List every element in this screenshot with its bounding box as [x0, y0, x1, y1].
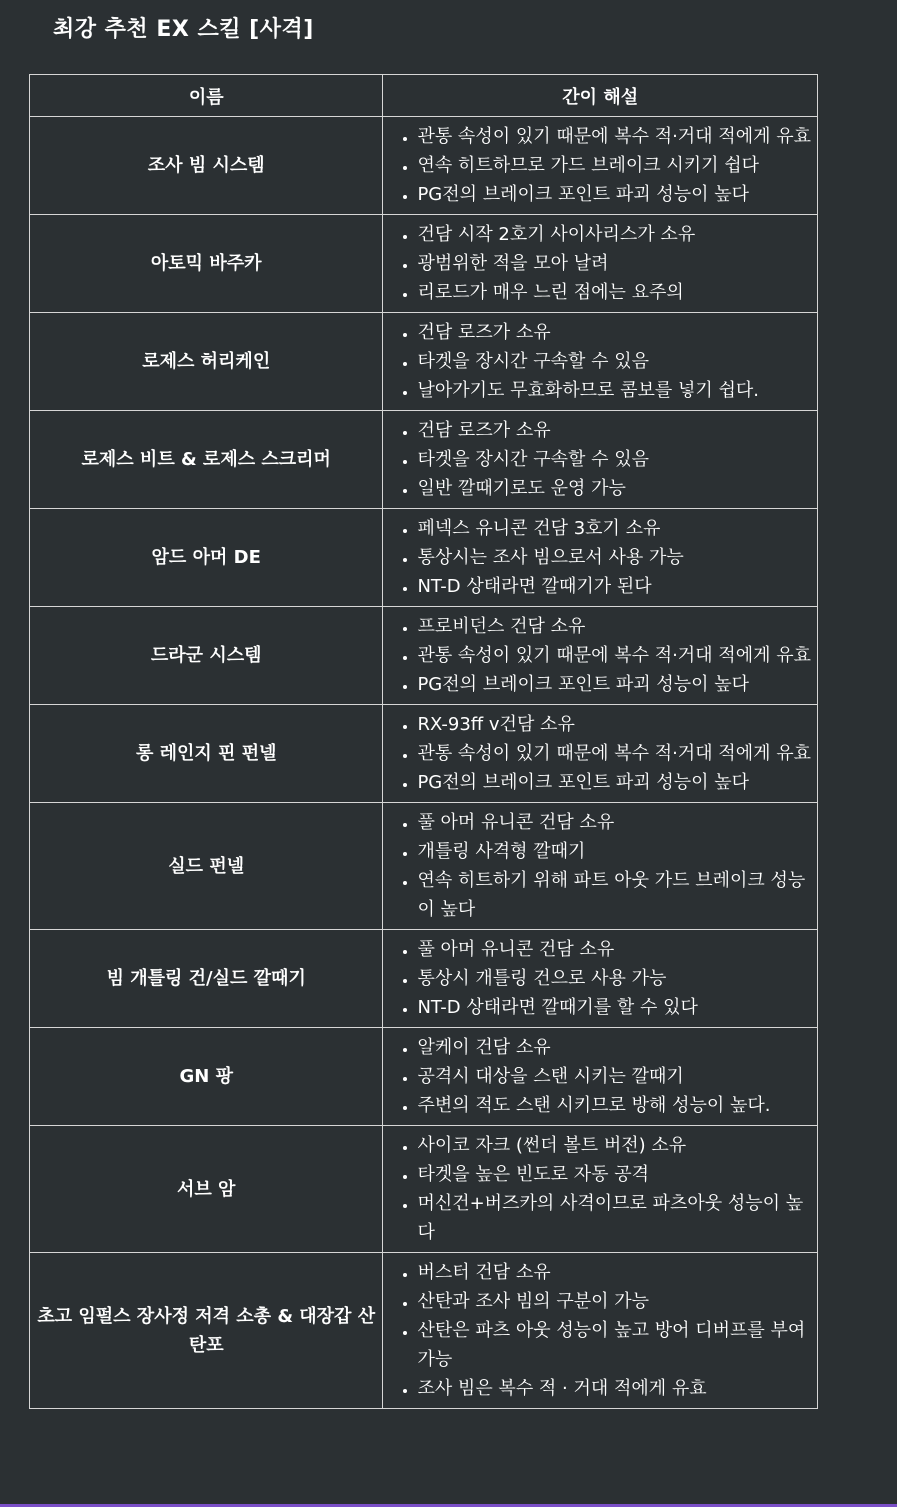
table-row — [30, 411, 818, 509]
table-row — [30, 117, 818, 215]
description-list — [393, 1131, 813, 1247]
skill-description — [383, 1253, 818, 1409]
list-item: • 광범위한 적을 모아 날려 — [417, 249, 813, 278]
skill-name: GN 팡 — [30, 1028, 383, 1126]
description-list — [393, 318, 813, 405]
list-item: • 머신건+버즈카의 사격이므로 파츠아웃 성능이 높다 — [417, 1189, 813, 1247]
skill-name: 서브 암 — [30, 1126, 383, 1253]
table-header-row — [30, 75, 818, 117]
list-item: • 산탄과 조사 빔의 구분이 가능 — [417, 1287, 813, 1316]
page-title: 최강 추천 EX 스킬 [사격] — [53, 17, 314, 42]
list-item: • 건담 시작 2호기 사이사리스가 소유 — [417, 220, 813, 249]
list-item: • 통상시는 조사 빔으로서 사용 가능 — [417, 543, 813, 572]
skill-description — [383, 1028, 818, 1126]
list-item: • PG전의 브레이크 포인트 파괴 성능이 높다 — [417, 180, 813, 209]
list-item: • 건담 로즈가 소유 — [417, 416, 813, 445]
skill-description — [383, 705, 818, 803]
skill-name: 조사 빔 시스템 — [30, 117, 383, 215]
list-item: • 타겟을 장시간 구속할 수 있음 — [417, 445, 813, 474]
list-item: • 프로비던스 건담 소유 — [417, 612, 813, 641]
skill-name: 빔 개틀링 건/실드 깔때기 — [30, 930, 383, 1028]
skill-name: 아토믹 바주카 — [30, 215, 383, 313]
list-item: • NT-D 상태라면 깔때기를 할 수 있다 — [417, 993, 813, 1022]
skill-description — [383, 803, 818, 930]
list-item: • 관통 속성이 있기 때문에 복수 적·거대 적에게 유효 — [417, 739, 813, 768]
list-item: • 타겟을 높은 빈도로 자동 공격 — [417, 1160, 813, 1189]
skill-description — [383, 607, 818, 705]
description-list — [393, 710, 813, 797]
description-list — [393, 1258, 813, 1403]
table-row — [30, 1253, 818, 1409]
list-item: • 개틀링 사격형 깔때기 — [417, 837, 813, 866]
skill-description — [383, 215, 818, 313]
description-list — [393, 514, 813, 601]
description-list — [393, 935, 813, 1022]
list-item: • 알케이 건담 소유 — [417, 1033, 813, 1062]
table-row — [30, 930, 818, 1028]
list-item: • 타겟을 장시간 구속할 수 있음 — [417, 347, 813, 376]
skill-name: 롱 레인지 핀 펀넬 — [30, 705, 383, 803]
list-item: • NT-D 상태라면 깔때기가 된다 — [417, 572, 813, 601]
description-list — [393, 1033, 813, 1120]
list-item: • 건담 로즈가 소유 — [417, 318, 813, 347]
skill-table — [29, 74, 818, 1409]
list-item: • PG전의 브레이크 포인트 파괴 성능이 높다 — [417, 670, 813, 699]
list-item: • PG전의 브레이크 포인트 파괴 성능이 높다 — [417, 768, 813, 797]
list-item: • 일반 깔때기로도 운영 가능 — [417, 474, 813, 503]
skill-name: 초고 임펄스 장사정 저격 소총 & 대장갑 산탄포 — [30, 1253, 383, 1409]
table-row — [30, 1028, 818, 1126]
skill-description — [383, 313, 818, 411]
list-item: • 조사 빔은 복수 적 · 거대 적에게 유효 — [417, 1374, 813, 1403]
table-row — [30, 215, 818, 313]
description-list — [393, 220, 813, 307]
skill-description — [383, 930, 818, 1028]
list-item: • 관통 속성이 있기 때문에 복수 적·거대 적에게 유효 — [417, 122, 813, 151]
skill-name: 실드 펀넬 — [30, 803, 383, 930]
description-list — [393, 416, 813, 503]
list-item: • 공격시 대상을 스탠 시키는 깔때기 — [417, 1062, 813, 1091]
list-item: • 버스터 건담 소유 — [417, 1258, 813, 1287]
table-row — [30, 705, 818, 803]
table-body — [30, 117, 818, 1409]
skill-name: 로제스 허리케인 — [30, 313, 383, 411]
list-item: • 관통 속성이 있기 때문에 복수 적·거대 적에게 유효 — [417, 641, 813, 670]
list-item: • 연속 히트하므로 가드 브레이크 시키기 쉽다 — [417, 151, 813, 180]
description-list — [393, 808, 813, 924]
skill-description — [383, 1126, 818, 1253]
table-row — [30, 1126, 818, 1253]
list-item: • 주변의 적도 스탠 시키므로 방해 성능이 높다. — [417, 1091, 813, 1120]
list-item: • 연속 히트하기 위해 파트 아웃 가드 브레이크 성능이 높다 — [417, 866, 813, 924]
list-item: • 풀 아머 유니콘 건담 소유 — [417, 935, 813, 964]
list-item: • 통상시 개틀링 건으로 사용 가능 — [417, 964, 813, 993]
list-item: • 날아가기도 무효화하므로 콤보를 넣기 쉽다. — [417, 376, 813, 405]
list-item: • 사이코 자크 (썬더 볼트 버전) 소유 — [417, 1131, 813, 1160]
list-item: • 산탄은 파츠 아웃 성능이 높고 방어 디버프를 부여 가능 — [417, 1316, 813, 1374]
header-desc: 간이 해설 — [383, 75, 818, 117]
skill-name: 드라군 시스템 — [30, 607, 383, 705]
table-row — [30, 803, 818, 930]
skill-description — [383, 117, 818, 215]
header-name: 이름 — [30, 75, 383, 117]
skill-description — [383, 411, 818, 509]
skill-description — [383, 509, 818, 607]
table-row — [30, 313, 818, 411]
list-item: • RX-93ff v건담 소유 — [417, 710, 813, 739]
list-item: • 리로드가 매우 느린 점에는 요주의 — [417, 278, 813, 307]
description-list — [393, 612, 813, 699]
list-item: • 풀 아머 유니콘 건담 소유 — [417, 808, 813, 837]
skill-name: 암드 아머 DE — [30, 509, 383, 607]
table-row — [30, 509, 818, 607]
list-item: • 페넥스 유니콘 건담 3호기 소유 — [417, 514, 813, 543]
skill-name: 로제스 비트 & 로제스 스크리머 — [30, 411, 383, 509]
table-row — [30, 607, 818, 705]
description-list — [393, 122, 813, 209]
